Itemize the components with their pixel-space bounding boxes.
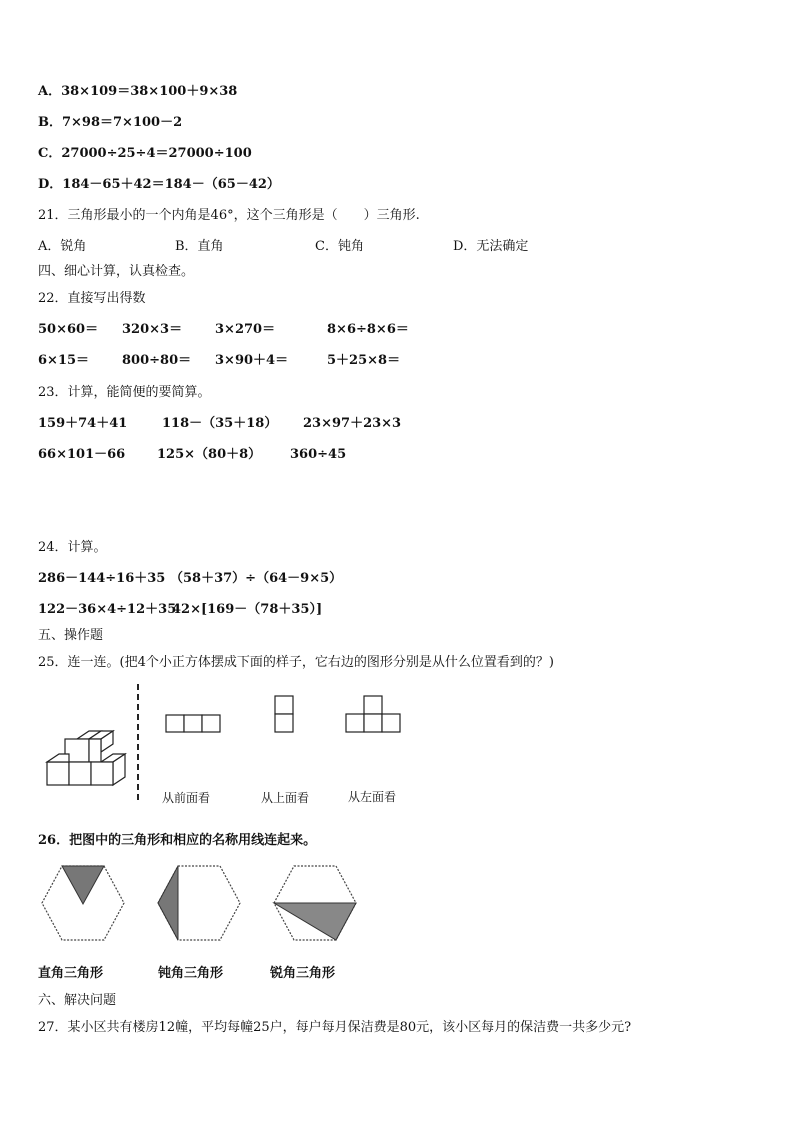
hexagon-slanted-triangle: [274, 866, 356, 940]
q25-label: 从左面看: [348, 790, 397, 804]
view-t-shape: [346, 696, 400, 732]
q23-item: 125×（80＋8）: [157, 447, 262, 462]
q26-label: 直角三角形: [38, 966, 104, 981]
q21-option-a: A．锐角: [38, 239, 87, 254]
q22-question: 22．直接写出得数: [38, 291, 146, 306]
q23-item: 360÷45: [290, 447, 347, 462]
q21-option-c: C．钝角: [315, 239, 364, 254]
q22-item: 6×15＝: [38, 353, 90, 368]
q23-item: 23×97＋23×3: [303, 416, 402, 431]
q26-question: 26．把图中的三角形和相应的名称用线连起来。: [38, 833, 317, 848]
section6-title: 六、解决问题: [38, 993, 117, 1008]
q21-option-b: B．直角: [175, 239, 224, 254]
hexagon-left-triangle: [158, 866, 240, 940]
q25-label: 从上面看: [261, 791, 310, 805]
section5-title: 五、操作题: [38, 628, 104, 643]
q26-hexagons: [38, 862, 368, 944]
q24-item: 122－36×4÷12＋35: [38, 602, 177, 617]
q22-item: 5＋25×8＝: [327, 353, 401, 368]
q20-option-a: A．38×109＝38×100＋9×38: [38, 84, 238, 99]
q21-question: 21．三角形最小的一个内角是46°，这个三角形是（ ）三角形.: [38, 208, 420, 223]
q23-item: 66×101－66: [38, 447, 126, 462]
q23-question: 23．计算，能简便的要简算。: [38, 385, 211, 400]
q26-label: 锐角三角形: [270, 966, 336, 981]
q20-option-d: D．184－65＋42＝184－（65－42）: [38, 177, 280, 192]
q22-item: 8×6÷8×6＝: [327, 322, 409, 337]
q20-option-c: C．27000÷25÷4＝27000÷100: [38, 146, 252, 161]
q22-item: 3×90＋4＝: [215, 353, 289, 368]
q24-item: （58＋37）÷（64－9×5）: [170, 571, 343, 586]
q27-question: 27．某小区共有楼房12幢，平均每幢25户，每户每月保洁费是80元，该小区每月的保洁费一共多少元?: [38, 1020, 632, 1035]
q25-question: 25．连一连。(把4个小正方体摆成下面的样子，它右边的图形分别是从什么位置看到的？): [38, 655, 554, 670]
hexagon-acute-v: [42, 866, 124, 940]
q22-item: 50×60＝: [38, 322, 99, 337]
q25-label: 从前面看: [162, 791, 211, 805]
q22-item: 800÷80＝: [122, 353, 192, 368]
q24-item: 42×[169－（78＋35）]: [172, 602, 323, 617]
section4-title: 四、细心计算，认真检查。: [38, 264, 195, 279]
q26-figure: [38, 862, 368, 944]
q24-question: 24．计算。: [38, 540, 107, 555]
q22-item: 320×3＝: [122, 322, 183, 337]
q21-option-d: D．无法确定: [453, 239, 529, 254]
q22-item: 3×270＝: [215, 322, 276, 337]
q23-item: 159＋74＋41: [38, 416, 128, 431]
cube-stack: [47, 731, 125, 785]
view-stacked: [275, 696, 293, 732]
q24-item: 286－144÷16＋35: [38, 571, 166, 586]
q26-label: 钝角三角形: [158, 966, 224, 981]
view-front-row: [166, 715, 220, 732]
q20-option-b: B．7×98＝7×100－2: [38, 115, 183, 130]
q23-item: 118－（35＋18）: [162, 416, 278, 431]
